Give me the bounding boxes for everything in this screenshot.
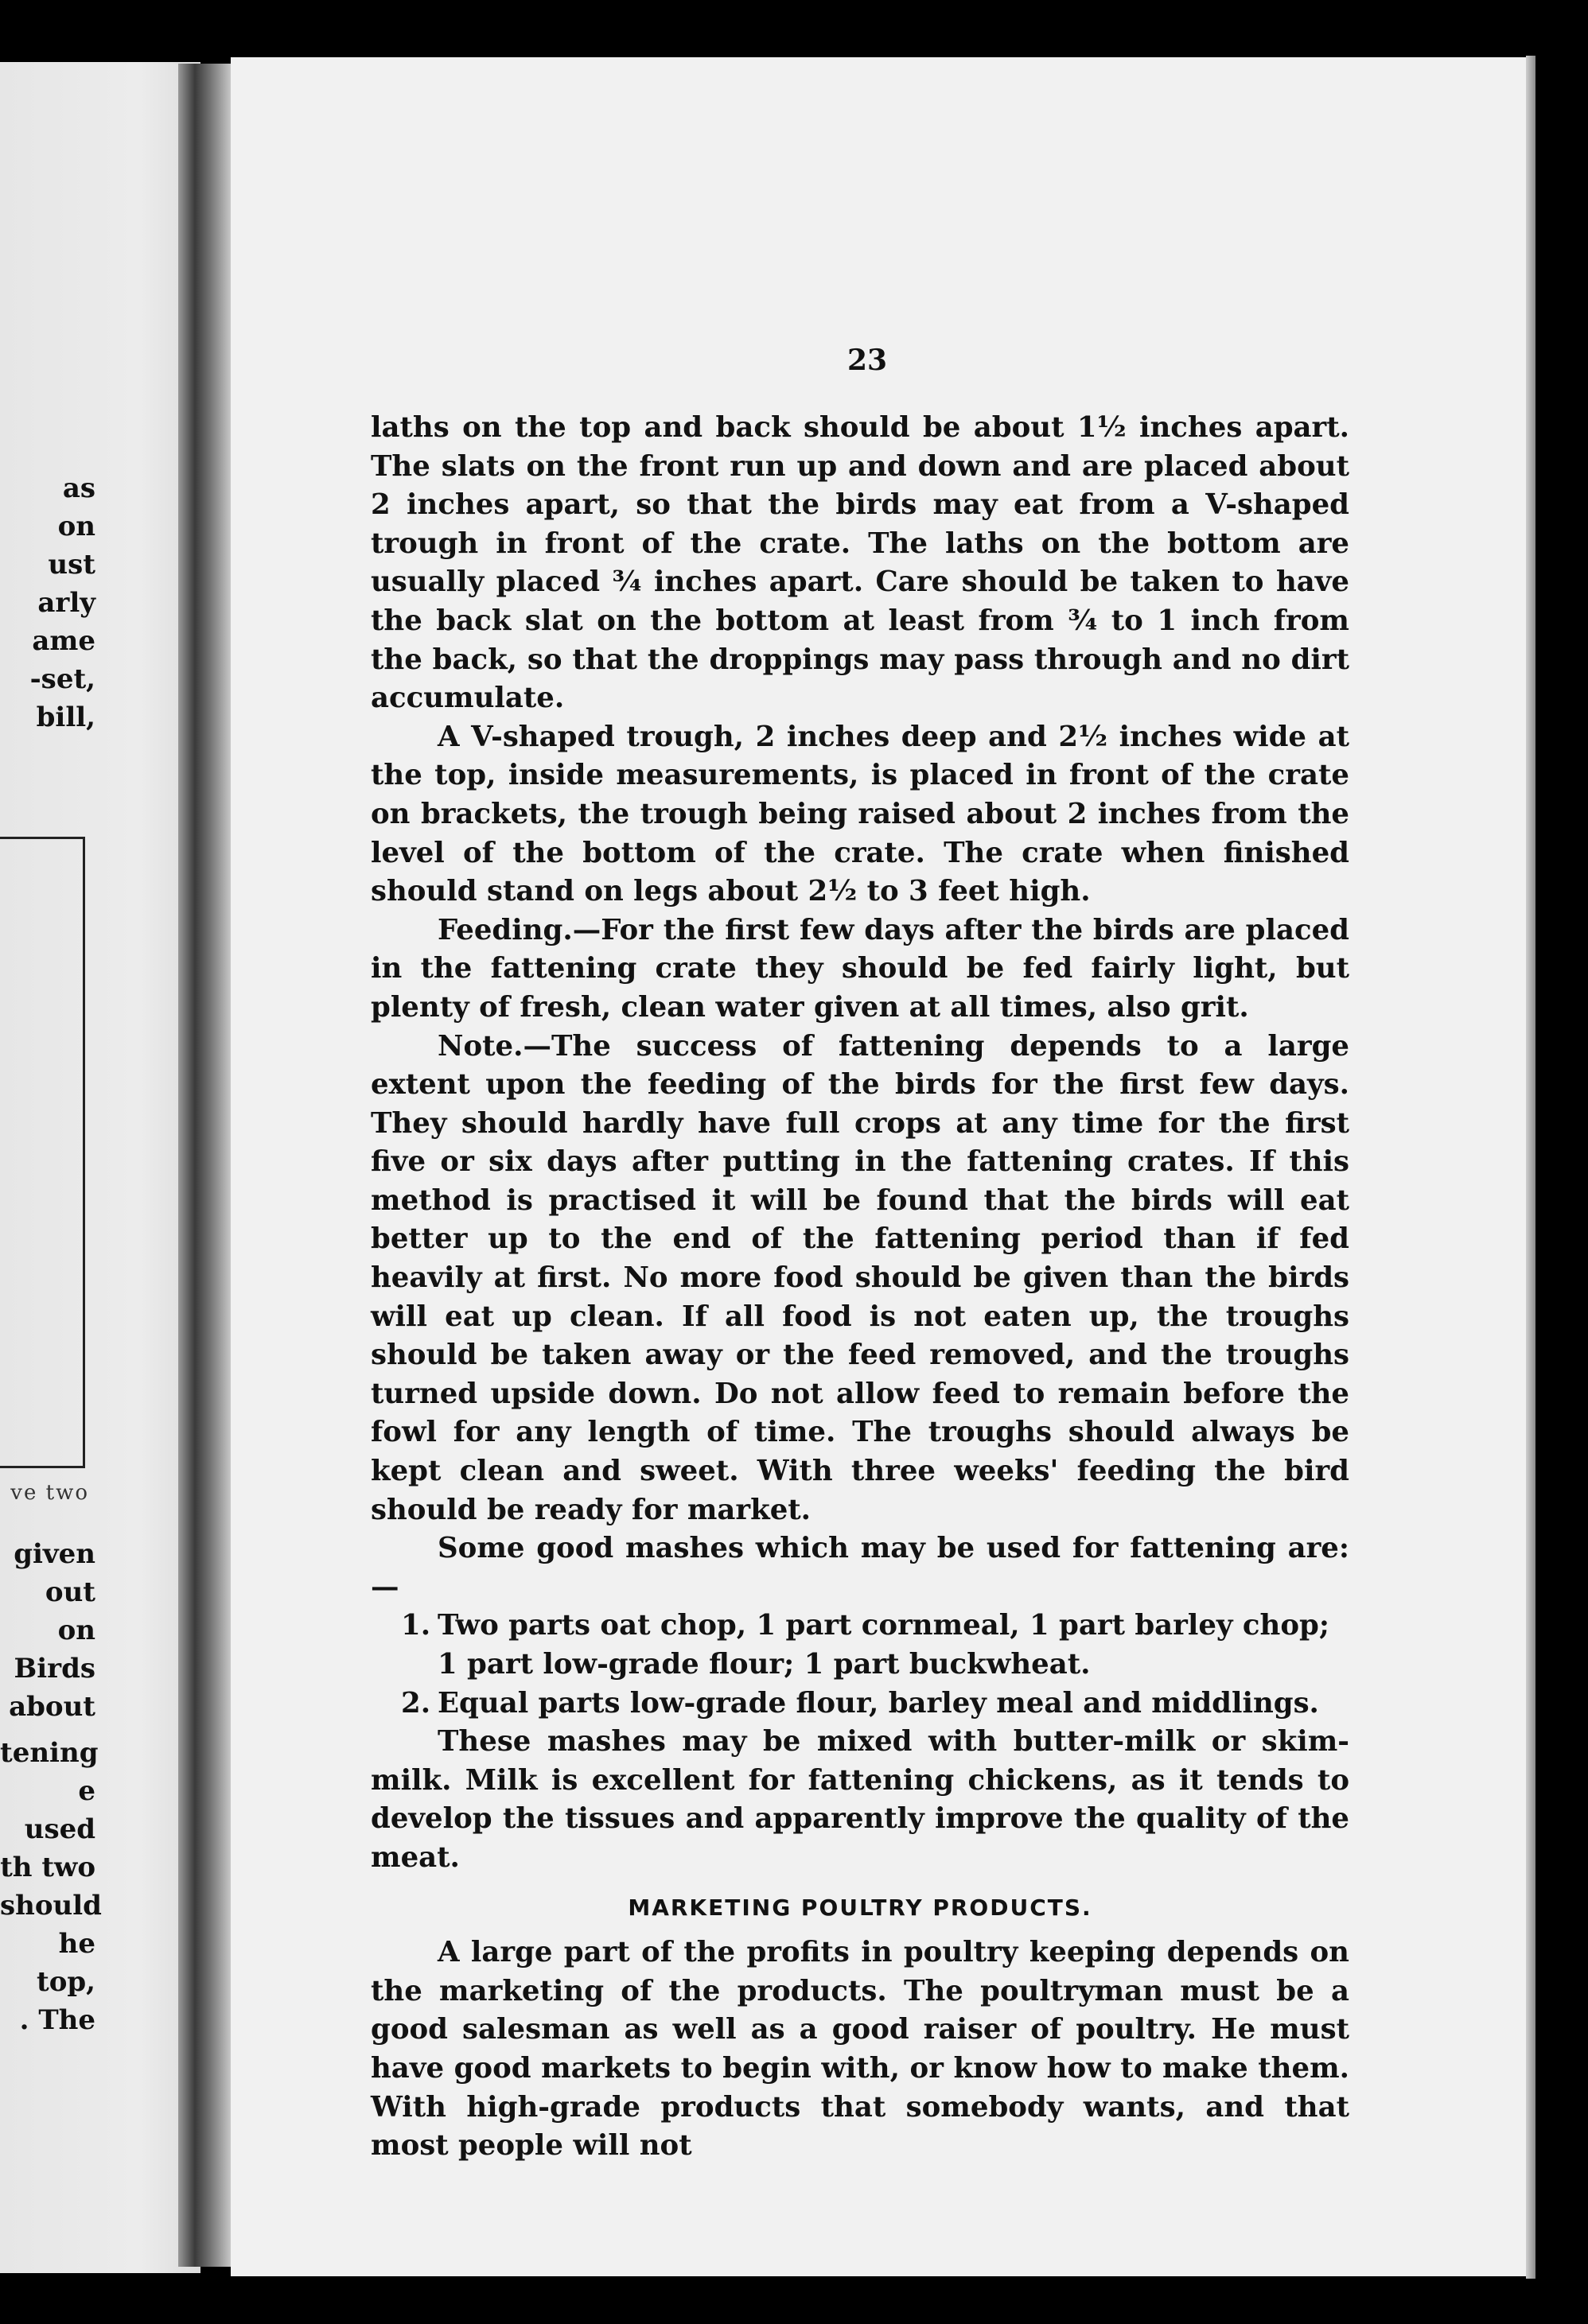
- left-fragment: th two: [0, 1852, 95, 1883]
- left-fragment: e used: [24, 1775, 95, 1845]
- left-fragment: on: [57, 511, 95, 542]
- left-fragment: arly: [37, 587, 95, 619]
- list-number: 1.: [401, 1609, 431, 1642]
- left-fragment: should: [0, 1890, 102, 1922]
- list-text: Two parts oat chop, 1 part cornmeal, 1 part barley chop; 1 part low-grade flour; 1 part buckwheat.: [438, 1609, 1329, 1681]
- left-page-text-bottom: [0, 1734, 102, 2039]
- list-item: [371, 1685, 1349, 1724]
- section-heading: MARKETING POULTRY PRODUCTS.: [628, 1894, 1092, 1921]
- left-fragment: about: [9, 1691, 95, 1723]
- paragraph: Note.—The success of fattening depends to a large extent upon the feeding of the birds for the first few days. They should hardly have full crops at any time for the first five or six days after putting in the fattening crates. If this method is practised it will be found that the birds will eat better up to the end of the fattening period than if fed heavily at first. No more food should be given than the birds will eat up clean. If all food is not eaten up, the troughs should be taken away or the feed removed, and the troughs turned upside down. Do not allow feed to remain before the fowl for any length of time. The troughs should always be kept clean and sweet. With three weeks' feeding the bird should be ready for market.: [371, 1029, 1349, 1526]
- left-fragment: -set,: [29, 663, 95, 695]
- paragraph: A V-shaped trough, 2 inches deep and 2½ inches wide at the top, inside measurements, is placed in front of the crate on brackets, the trough being raised about 2 inches from the level of the bottom of the crate. The crate when finished should stand on legs about 2½ to 3 feet high.: [371, 720, 1349, 908]
- left-fragment: Birds: [14, 1653, 95, 1685]
- left-fragment: . The: [19, 2004, 95, 2036]
- left-fragment: ust: [48, 549, 95, 581]
- left-fragment: given: [14, 1538, 95, 1570]
- left-fragment: out on: [45, 1576, 95, 1646]
- left-page-text-top: [0, 469, 95, 736]
- page-edge: [1526, 56, 1535, 2279]
- left-page-text-middle: [0, 1535, 95, 1726]
- paragraph: Feeding.—For the first few days after the birds are placed in the fattening crate they should be fed fairly light, but plenty of fresh, clean water given at all times, also grit.: [371, 913, 1349, 1024]
- figure-caption: ve two: [10, 1481, 89, 1505]
- figure-frame: [0, 837, 85, 1468]
- paragraph: Some good mashes which may be used for fattening are:—: [371, 1532, 1349, 1603]
- list-text: Equal parts low-grade flour, barley meal and middlings.: [438, 1686, 1319, 1720]
- paragraph: A large part of the profits in poultry keeping depends on the marketing of the products. The poultryman must be a good salesman as well as a good raiser of poultry. He must have good markets to begin with, or know how to make them. With high-grade products that somebody wants, and that most people will not: [371, 1936, 1349, 2163]
- left-fragment: he top,: [37, 1928, 95, 1998]
- book-gutter: [178, 64, 234, 2267]
- page-number: 23: [847, 344, 888, 377]
- left-fragment: bill,: [36, 701, 95, 733]
- body-text: [371, 409, 1349, 2166]
- list-item: [371, 1607, 1349, 1684]
- left-fragment: ame: [32, 625, 95, 657]
- left-fragment: tening: [0, 1737, 99, 1769]
- list-number: 2.: [401, 1686, 431, 1720]
- paragraph: laths on the top and back should be about 1½ inches apart. The slats on the front run up and down and are placed about 2 inches apart, so that the birds may eat from a V-shaped trough in front of the crate. The laths on the bottom are usually placed ¾ inches apart. Care should be taken to have the back slat on the bottom at least from ¾ to 1 inch from the back, so that the droppings may pass through and no dirt accumulate.: [371, 411, 1349, 715]
- paragraph: These mashes may be mixed with butter-milk or skim-milk. Milk is excellent for fattening chickens, as it tends to develop the tissues and apparently improve the quality of the meat.: [371, 1725, 1349, 1874]
- left-fragment: as: [62, 472, 95, 504]
